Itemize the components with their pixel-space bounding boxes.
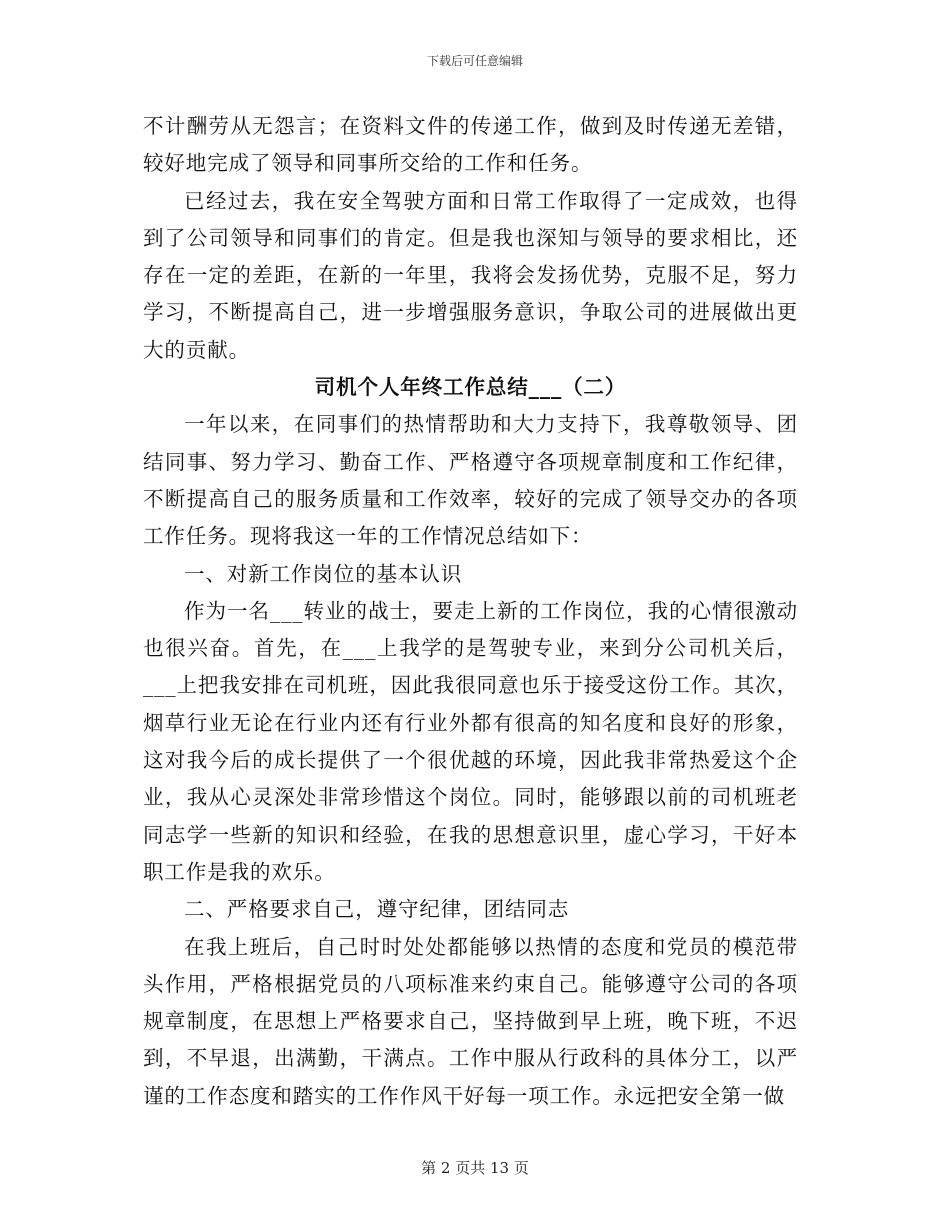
section-title: 司机个人年终工作总结___（二） bbox=[314, 375, 627, 400]
page-header-note: 下载后可任意编辑 bbox=[426, 54, 523, 68]
paragraph-continuation: 不计酬劳从无怨言；在资料文件的传递工作，做到及时传递无差错，较好地完成了领导和同事所交给的工作和任务。 bbox=[143, 114, 798, 176]
page-number: 第 2 页共 13 页 bbox=[421, 1159, 529, 1177]
paragraph-intro: 一年以来，在同事们的热情帮助和大力支持下，我尊敬领导、团结同事、努力学习、勤奋工作、严格遵守各项规章制度和工作纪律，不断提高自己的服务质量和工作效率，较好的完成了领导交办的各项工作任务。现将我这一年的工作情况总结如下： bbox=[143, 412, 798, 549]
document-body bbox=[143, 108, 798, 1115]
subheading-two: 二、严格要求自己，遵守纪律，团结同志 bbox=[184, 897, 570, 922]
subheading-one: 一、对新工作岗位的基本认识 bbox=[184, 561, 463, 586]
paragraph-new-position: 作为一名___转业的战士，要走上新的工作岗位，我的心情很激动也很兴奋。首先，在___上我学的是驾驶专业，来到分公司机关后，___上把我安排在司机班，因此我很同意也乐于接受这份工作。其次，烟草行业无论在行业内还有行业外都有很高的知名度和良好的形象，这对我今后的成长提供了一个很优越的环境，因此我非常热爱这个企业，我从心灵深处非常珍惜这个岗位。同时，能够跟以前的司机班老同志学一些新的知识和经验，在我的思想意识里，虚心学习，干好本职工作是我的欢乐。 bbox=[143, 598, 798, 884]
paragraph-conclusion: 已经过去，我在安全驾驶方面和日常工作取得了一定成效，也得到了公司领导和同事们的肯定。但是我也深知与领导的要求相比，还存在一定的差距，在新的一年里，我将会发扬优势，克服不足，努力学习，不断提高自己，进一步增强服务意识，争取公司的进展做出更大的贡献。 bbox=[143, 188, 798, 362]
paragraph-discipline: 在我上班后，自己时时处处都能够以热情的态度和党员的模范带头作用，严格根据党员的八项标准来约束自己。能够遵守公司的各项规章制度，在思想上严格要求自己，坚持做到早上班，晚下班，不迟到，不早退，出满勤，干满点。工作中服从行政科的具体分工，以严谨的工作态度和踏实的工作作风干好每一项工作。永远把安全第一做 bbox=[143, 934, 798, 1108]
